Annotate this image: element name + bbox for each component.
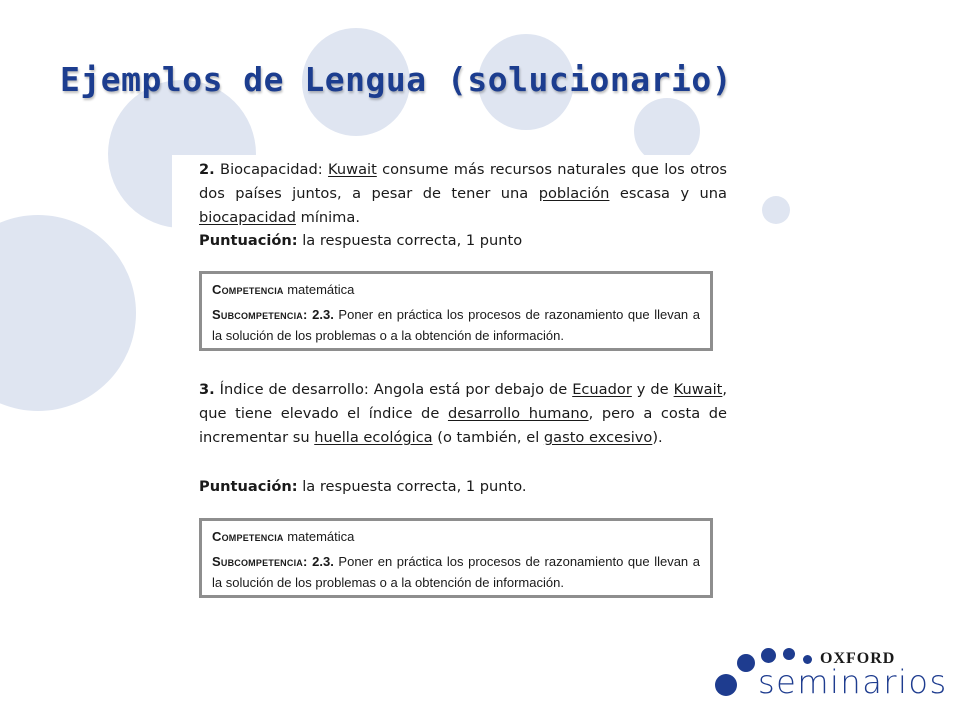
competency-line-1 [212, 282, 700, 297]
competencia-value-2: matemática [283, 529, 355, 544]
item-3-text-c: , que tiene elevado el índice de [199, 381, 728, 422]
subcompetency-line-2 [212, 551, 700, 593]
item-3-score-label: Puntuación: [199, 478, 298, 495]
item-3-score [199, 478, 527, 495]
item-2-score [199, 232, 522, 249]
item-3-term-ecuador: Ecuador [572, 381, 632, 398]
logo-product: seminarios [758, 663, 948, 701]
subcompetencia-text-2: Poner en práctica los procesos de razonamiento que llevan a la solución de los problemas o a la obtención de información. [212, 554, 700, 590]
item-2-term-kuwait: Kuwait [328, 161, 377, 178]
competencia-label-2: Competencia [212, 529, 284, 544]
solution-document [172, 155, 734, 615]
subcompetencia-label-2: Subcompetencia: [212, 554, 308, 569]
item-2-score-label: Puntuación: [199, 232, 298, 249]
item-2-text-c: escasa y una [609, 185, 727, 202]
logo-dot-2 [737, 654, 755, 672]
item-2-text-b: consume más recursos naturales que los otros dos países juntos, a pesar de tener una [199, 161, 728, 202]
item-2-number: 2. [199, 161, 215, 178]
item-3-text-d: , pero a costa de incrementar su [199, 405, 728, 446]
item-3-term-huella: huella ecológica [314, 429, 433, 446]
item-3-score-text: la respuesta correcta, 1 punto. [297, 478, 527, 495]
item-2-paragraph [199, 158, 727, 230]
logo-dot-4 [783, 648, 795, 660]
competency-box-2 [199, 518, 713, 598]
item-3-text-f: ). [652, 429, 663, 446]
logo-dot-1 [715, 674, 737, 696]
subcompetencia-code-2: 2.3. [307, 554, 334, 569]
decor-circle-large-left [0, 215, 136, 411]
item-2-term-poblacion: población [538, 185, 610, 202]
slide-title: Ejemplos de Lengua (solucionario) [60, 60, 733, 99]
item-3-text-b: y de [631, 381, 674, 398]
oxford-seminarios-logo [712, 644, 948, 704]
decor-circle-small-right [762, 196, 790, 224]
logo-brand: OXFORD [820, 650, 896, 667]
subcompetency-line-1 [212, 304, 700, 346]
logo-dot-3 [761, 648, 776, 663]
item-3-term-kuwait: Kuwait [673, 381, 723, 398]
item-2-text-a: Biocapacidad: [214, 161, 329, 178]
item-3-term-desarrollo: desarrollo humano [447, 405, 589, 422]
competency-line-2 [212, 529, 700, 544]
item-3-paragraph [199, 378, 727, 450]
item-2-text-d: mínima. [295, 209, 360, 226]
item-2-term-biocapacidad: biocapacidad [199, 209, 296, 226]
item-3-term-gasto: gasto excesivo [543, 429, 653, 446]
item-2-score-text: la respuesta correcta, 1 punto [297, 232, 523, 249]
competencia-value-1: matemática [283, 282, 355, 297]
subcompetencia-code-1: 2.3. [307, 307, 334, 322]
item-3-number: 3. [199, 381, 215, 398]
subcompetencia-text-1: Poner en práctica los procesos de razonamiento que llevan a la solución de los problemas o a la obtención de información. [212, 307, 700, 343]
item-3-text-a: Índice de desarrollo: Angola está por debajo de [214, 381, 573, 398]
item-3-text-e: (o también, el [432, 429, 544, 446]
competency-box-1 [199, 271, 713, 351]
subcompetencia-label-1: Subcompetencia: [212, 307, 308, 322]
competencia-label-1: Competencia [212, 282, 284, 297]
